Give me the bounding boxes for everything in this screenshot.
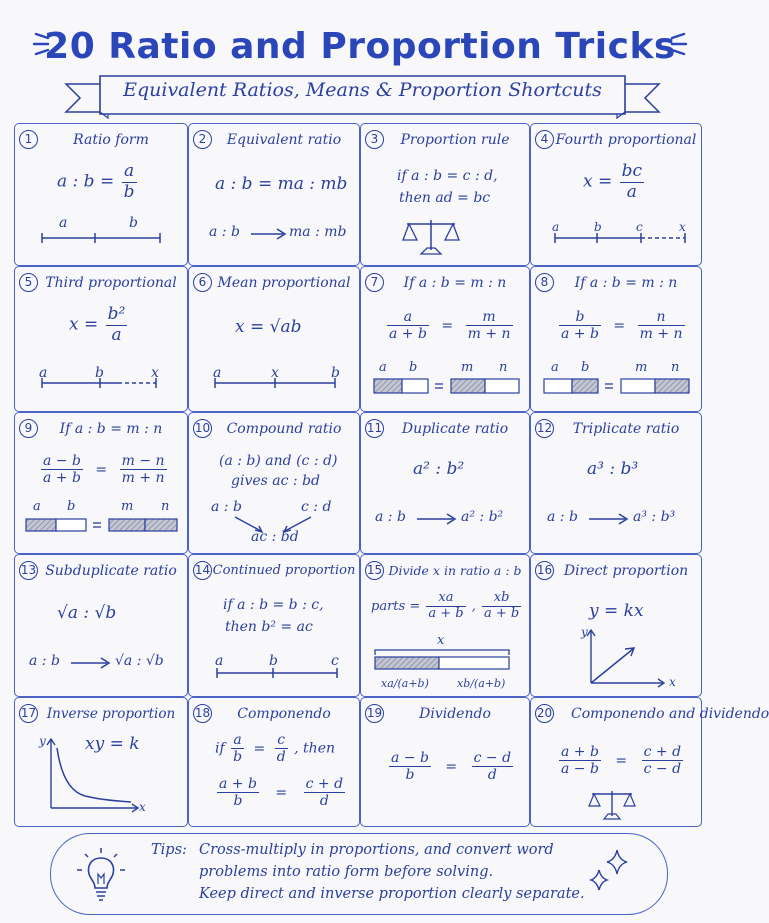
bar-comparison-diagram (25, 517, 183, 537)
segment-label: b (581, 360, 590, 375)
card-if-ratio-9 (14, 412, 188, 554)
total-label: x (437, 633, 445, 648)
formula: y = kx (589, 601, 644, 621)
card-title: If a : b = m : n (403, 275, 507, 291)
segment-label: m (461, 360, 474, 375)
arrow-icon (417, 513, 457, 525)
arrow-icon (589, 513, 629, 525)
divided-bar-diagram (373, 647, 513, 673)
arrow-from: a : b (375, 509, 406, 525)
card-number: 4 (535, 130, 554, 149)
tip-line: problems into ratio form before solving. (199, 864, 494, 880)
axis-label: y (581, 625, 588, 639)
direct-proportion-graph (581, 627, 671, 693)
ratio-left: a : b (211, 499, 242, 515)
tip-line: Cross-multiply in proportions, and convert word (199, 842, 554, 858)
card-mean-proportional (188, 266, 360, 412)
segment-label: n (499, 360, 508, 375)
card-proportion-rule (360, 123, 530, 266)
segment-label: a (33, 499, 41, 514)
card-number: 6 (193, 273, 212, 292)
page-title: 20 Ratio and Proportion Tricks (44, 26, 676, 67)
tips-box (50, 833, 668, 915)
segment-label: a (213, 365, 222, 381)
segment-label: b (331, 365, 340, 381)
axis-label: x (139, 800, 146, 814)
formula: a : b = $\frac{a}{b}$ (57, 161, 135, 202)
segment-label: m (635, 360, 648, 375)
axis-label: x (669, 675, 676, 689)
card-number: 16 (535, 561, 554, 580)
arrow-icon (251, 228, 287, 240)
number-line-diagram (553, 224, 688, 244)
tips-label: Tips: (151, 842, 187, 858)
formula: √a : √b (57, 603, 117, 623)
card-number: 13 (19, 561, 38, 580)
card-title: Duplicate ratio (401, 421, 509, 437)
formula: if $\frac{a}{b}$ = $\frac{c}{d}$ , then (215, 732, 336, 766)
card-continued-proportion (188, 554, 360, 697)
segment-label: a (379, 360, 387, 375)
formula: xy = k (85, 734, 140, 754)
card-divide-in-ratio (360, 554, 530, 697)
formula: a² : b² (413, 459, 465, 479)
segment-label: b (594, 220, 602, 234)
card-number: 5 (19, 273, 38, 292)
segment-label: b (95, 365, 104, 381)
rule-line: then b² = ac (225, 619, 313, 635)
card-third-proportional (14, 266, 188, 412)
segment-label: b (269, 653, 278, 669)
card-title: Fourth proportional (555, 132, 697, 148)
formula: $\frac{a - b}{a + b}$ = $\frac{m - n}{m + n}$ (43, 453, 165, 487)
balance-scale-icon (401, 216, 461, 258)
inverse-proportion-graph (41, 736, 151, 818)
card-title: If a : b = m : n (59, 421, 163, 437)
card-title: Third proportional (45, 275, 177, 291)
card-number: 8 (535, 273, 554, 292)
formula: $\frac{a}{a + b}$ = $\frac{m}{m + n}$ (389, 309, 511, 343)
card-title: Dividendo (419, 706, 491, 722)
card-if-ratio-7 (360, 266, 530, 412)
arrow-to: √a : √b (115, 653, 164, 669)
card-title: Triplicate ratio (572, 421, 680, 437)
ratio-result: ac : bd (251, 529, 299, 545)
arrow-icon (71, 657, 111, 669)
segment-label: n (671, 360, 680, 375)
segment-label: c (331, 653, 339, 669)
card-duplicate-ratio (360, 412, 530, 554)
segment-label: a (552, 220, 560, 234)
segment-label: x (151, 365, 159, 381)
card-title: If a : b = m : n (574, 275, 678, 291)
formula: a : b = ma : mb (215, 174, 348, 194)
ratio-right: c : d (301, 499, 332, 515)
arrow-from: a : b (29, 653, 60, 669)
segment-label: a (59, 215, 68, 231)
lightbulb-icon (73, 844, 129, 906)
card-number: 17 (19, 704, 38, 723)
card-number: 1 (19, 130, 38, 149)
rule-line: then ad = bc (399, 190, 491, 206)
formula: $\frac{b}{a + b}$ = $\frac{n}{m + n}$ (561, 309, 683, 343)
segment-label: a (551, 360, 559, 375)
card-equivalent-ratio (188, 123, 360, 266)
formula: $\frac{a - b}{b}$ = $\frac{c - d}{d}$ (391, 750, 512, 784)
card-if-ratio-8 (530, 266, 702, 412)
formula: x = $\frac{bc}{a}$ (583, 161, 643, 202)
card-number: 19 (365, 704, 384, 723)
card-direct-proportion (530, 554, 702, 697)
rule-line: (a : b) and (c : d) (219, 453, 338, 469)
segment-label: b (129, 215, 138, 231)
card-ratio-form (14, 123, 188, 266)
segment-label: n (161, 499, 170, 514)
formula: a³ : b³ (587, 459, 639, 479)
card-compound-ratio (188, 412, 360, 554)
card-title: Equivalent ratio (226, 132, 342, 148)
rule-line: if a : b = b : c, (223, 597, 324, 613)
arrow-to: a³ : b³ (633, 509, 676, 525)
card-number: 15 (365, 561, 384, 580)
segment-label: c (636, 220, 643, 234)
segment-label: x (271, 365, 279, 381)
card-title: Divide x in ratio a : b (388, 563, 522, 578)
formula: x = $\frac{\text{b²}}{a}$ (69, 304, 126, 345)
page-subtitle: Equivalent Ratios, Means & Proportion Shortcuts (123, 79, 602, 101)
card-number: 3 (365, 130, 384, 149)
formula: parts = $\frac{xa}{a + b}$ , $\frac{xb}{a + b}$ (371, 590, 520, 621)
card-number: 14 (193, 561, 212, 580)
card-title: Compound ratio (226, 421, 342, 437)
card-componendo-dividendo (530, 697, 769, 827)
card-title: Direct proportion (563, 563, 689, 579)
card-number: 18 (193, 704, 212, 723)
card-number: 9 (19, 419, 38, 438)
formula: $\frac{a + b}{b}$ = $\frac{c + d}{d}$ (219, 776, 344, 810)
segment-label: xb/(a+b) (457, 677, 506, 690)
sparkle-icon (583, 848, 633, 900)
rule-line: if a : b = c : d, (397, 168, 498, 184)
card-fourth-proportional (530, 123, 702, 266)
card-inverse-proportion (14, 697, 188, 827)
card-title: Proportion rule (400, 132, 510, 148)
bar-comparison-diagram (543, 377, 691, 397)
segment-label: b (409, 360, 418, 375)
card-title: Continued proportion (212, 563, 356, 578)
card-triplicate-ratio (530, 412, 702, 554)
arrow-from: a : b (209, 224, 240, 240)
segment-label: m (121, 499, 134, 514)
card-title: Componendo (237, 706, 331, 722)
tricks-grid (14, 123, 769, 829)
card-dividendo (360, 697, 530, 827)
formula: $\frac{a + b}{a - b}$ = $\frac{c + d}{c - d}$ (561, 744, 682, 778)
card-title: Ratio form (73, 132, 149, 148)
card-title: Componendo and dividendo (571, 706, 769, 722)
arrow-to: ma : mb (289, 224, 347, 240)
card-number: 7 (365, 273, 384, 292)
title-decoration-right-icon (650, 22, 690, 62)
rule-line: gives ac : bd (231, 473, 320, 489)
card-number: 10 (193, 419, 212, 438)
formula: x = √ab (235, 317, 302, 337)
segment-label: x (679, 220, 686, 234)
card-title: Mean proportional (217, 275, 351, 291)
card-subduplicate-ratio (14, 554, 188, 697)
segment-label: a (215, 653, 224, 669)
bar-comparison-diagram (373, 377, 521, 397)
balance-scale-icon (587, 788, 637, 822)
card-title: Inverse proportion (46, 706, 176, 722)
card-title: Subduplicate ratio (45, 563, 177, 579)
card-componendo (188, 697, 360, 827)
card-number: 2 (193, 130, 212, 149)
axis-label: y (39, 734, 46, 748)
arrow-to: a² : b² (461, 509, 504, 525)
card-number: 11 (365, 419, 384, 438)
card-number: 12 (535, 419, 554, 438)
arrow-from: a : b (547, 509, 578, 525)
segment-label: xa/(a+b) (381, 677, 429, 690)
segment-label: a (39, 365, 48, 381)
card-number: 20 (535, 704, 554, 723)
segment-label: b (67, 499, 76, 514)
tip-line: Keep direct and inverse proportion clearly separate. (199, 886, 585, 902)
